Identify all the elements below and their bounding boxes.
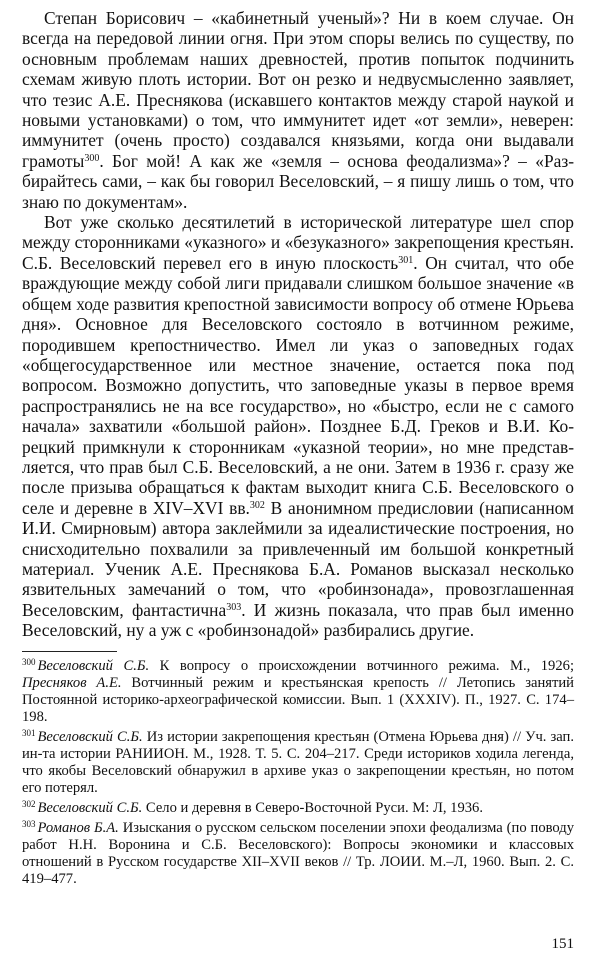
footnote-text: К вопросу о происхождении вотчинного режима. М., 1926; (149, 657, 575, 674)
paragraph-text: . Он считал, что обе враждующие между собой лиги придавали слишком большое значение «в общем ходе развития крепостной зависимости вопросу об отмене Юрьева дня». Основное для Веселовского состояло в вотчинном режиме, породившем крепостничество. Имел ли указ о заповедных годах «общегосударственное или местное значение, остается пока под вопросом. Возможно допустить, что заповедные указы в первое время распространялись не на все государство», но «быстро, если не с самого начала» захватили «большой район». Позднее Б.Д. Греков и В.И. Корецкий примкнули к сторонникам «указной теории», но мне представляется, что прав был С.Б. Веселовский, а не они. Затем в 1936 г. сразу же после призыва обращаться к фактам выходит книга С.Б. Веселовского о селе и деревне в XIV–XVI вв. (22, 252, 574, 518)
footnote-author: Веселовский С.Б. (37, 728, 143, 745)
body-paragraph-1 (22, 8, 574, 212)
paragraph-text: В анонимном предисловии (написанном И.И. Смирновым) автора заклеймили за идеалистические построения, но снисходительно похвалили за привлеченный им большой конкретный материал. Ученик А.Е. Преснякова Б.А. Романов высказал несколько язвительных замечаний о том, что «робинзонада», провозглашенная Веселовским, фантастична (22, 497, 574, 620)
footnote-number: 303 (22, 818, 36, 829)
paragraph-text: Вот уже сколько десятилетий в исторической литературе шел спор между сторонниками «указного» и «безуказного» закрепощения крестьян. С.Б. Веселовский перевел его в иную плоскость (22, 212, 574, 273)
footnote-text: Вотчинный режим и крестьянская крепость // Летопись занятий Постоянной историко-археографической комиссии. Вып. 1 (XXXIV). П., 1927. С. 174–198. (22, 674, 574, 725)
footnote-302 (22, 800, 574, 817)
footnote-divider (22, 651, 117, 652)
footnote-number: 300 (22, 656, 36, 667)
footnote-author: Веселовский С.Б. (37, 657, 150, 674)
footnote-number: 302 (22, 798, 36, 809)
footnote-ref-303[interactable]: 303 (226, 601, 242, 613)
footnote-300 (22, 658, 574, 726)
footnote-ref-300[interactable]: 300 (84, 152, 100, 164)
footnote-301 (22, 729, 574, 797)
footnote-ref-301[interactable]: 301 (398, 254, 414, 266)
footnote-number: 301 (22, 727, 36, 738)
footnote-ref-302[interactable]: 302 (249, 499, 265, 511)
paragraph-text: Степан Борисович – «кабинетный ученый»? Ни в коем случае. Он всегда на передовой линии огня. При этом споры велись по существу, по основным проблемам наших древностей, против попыток подчинить схемам живую плоть истории. Вот он резко и недвусмысленно заявляет, что тезис А.Е. Преснякова (искавшего контактов между старой наукой и новыми установками) о том, что иммунитет идет «от земли», неверен: иммунитет (очень просто) создавался князьями, когда они выдавали грамоты (22, 8, 574, 171)
footnote-text: Из истории закрепощения крестьян (Отмена Юрьева дня) // Уч. зап. ин-та истории РАНИИОН. М., 1928. Т. 5. С. 204–217. Среди историков ходила легенда, что якобы Веселовский обнаружил в архиве указ о закрепощении крестьян, но потом его потерял. (22, 728, 575, 796)
paragraph-text: . Бог мой! А как же «земля – основа феодализма»? – «Разбирайтесь сами, – как бы говорил Веселовский, – я пишу лишь о том, что знаю по документам». (22, 150, 574, 212)
paragraph-text: . И жизнь показала, что прав был именно Веселовский, ну а уж с «робинзонадой» разбирались другие. (22, 599, 574, 641)
page-number: 151 (551, 936, 574, 952)
footnote-author: Веселовский С.Б. (37, 799, 143, 816)
body-paragraph-2 (22, 212, 574, 641)
footnotes-section (22, 658, 574, 888)
footnote-303 (22, 820, 574, 888)
footnote-text: Село и деревня в Северо-Восточной Руси. М: Л, 1936. (142, 799, 483, 816)
footnote-author: Романов Б.А. (37, 819, 119, 836)
footnote-author: Пресняков А.Е. (22, 674, 122, 691)
footnote-text: Изыскания о русском сельском поселении эпохи феодализма (по поводу работ Н.Н. Воронина и С.Б. Веселовского): Вопросы экономики и классовых отношений в Русском государстве XII–XVII веков // Тр. ЛОИИ. М.–Л, 1960. Вып. 2. С. 419–477. (22, 819, 575, 887)
